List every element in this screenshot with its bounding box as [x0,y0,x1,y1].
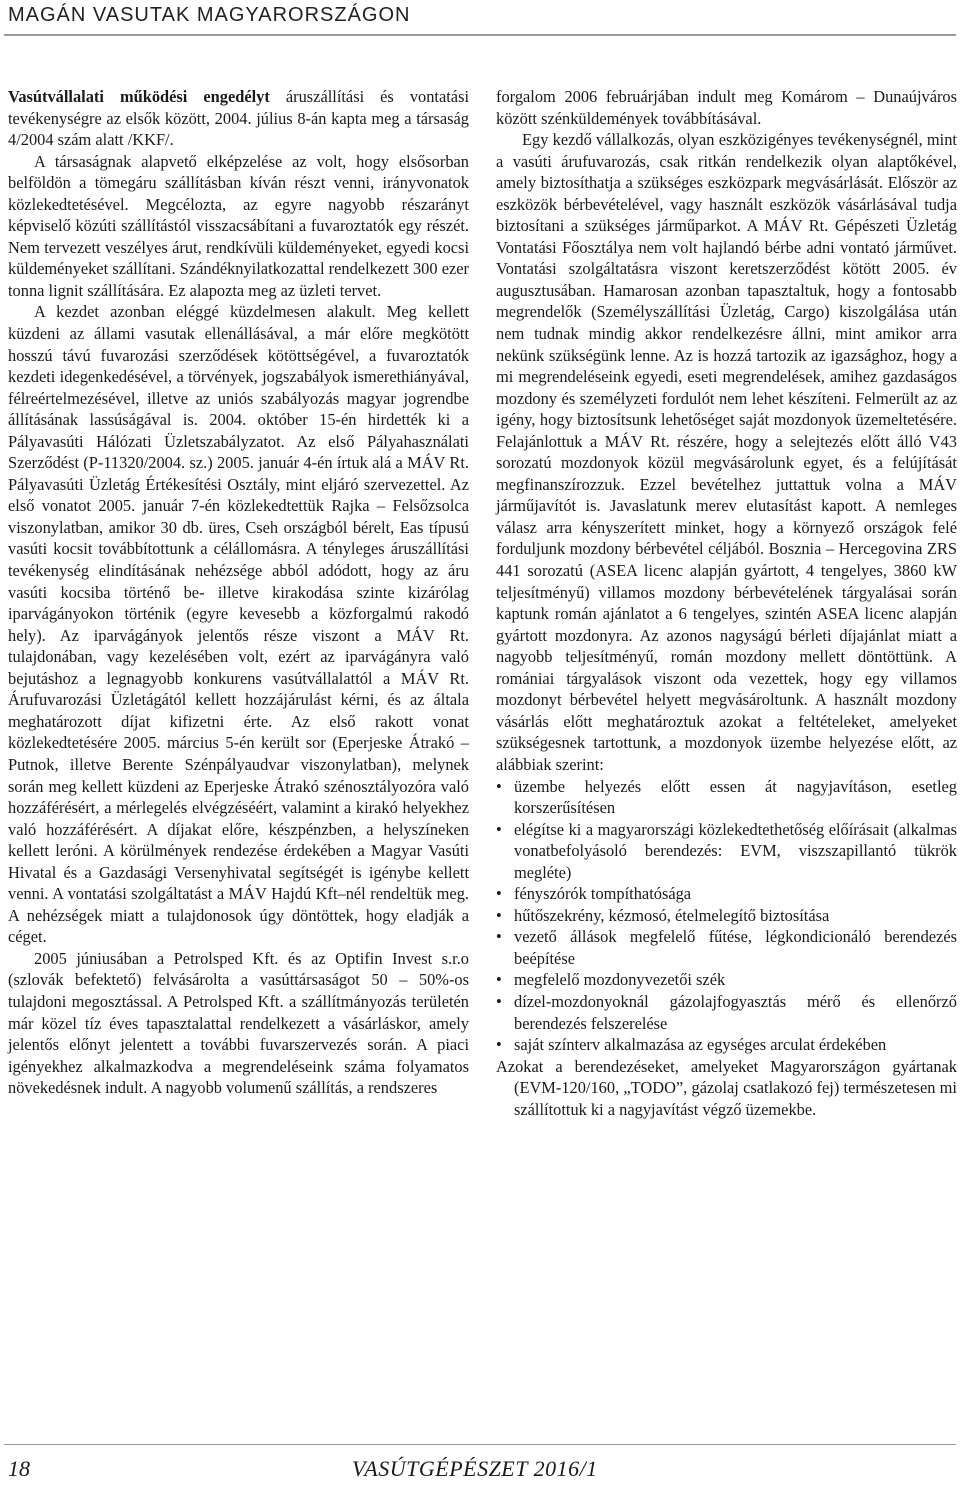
list-item [496,991,957,1034]
paragraph-text: áruszállítási és vontatási tevékenységre az elsők között, 2004. július 8-án kapta meg a társaság 4/2004 szám alatt /KKF/. [8,87,470,150]
list-item [496,883,957,905]
bullet-icon: • [496,991,502,1011]
requirements-list [496,776,957,1056]
left-column [8,86,469,1099]
list-item [496,819,957,884]
paragraph: A kezdet azonban eléggé küzdelmesen alakult. Meg kellett küzdeni az állami vasutak ellenállásával, a már előre megkötött hosszú távú fuvarozási szerződések kötöttségével, a fuvaroztatók kezdeti idegenkedésével, a törvények, jogszabályok ismerethiányával, félreértelmezésével, illetve az uniós szabályozás magyar jogrendbe állításának lassúságával is. 2004. október 15-én hirdették ki a Pályavasúti Hálózati Üzletszabályzatot. Az első Pályahasználati Szerződést (P-11320/2004. sz.) 2005. január 4-én írtuk alá a MÁV Rt. Pályavasúti Üzletág Értékesítési Osztály, mint eljáró szervezettel. Az első vonatot 2005. január 7-én közlekedtettük Rajka – Felsőzsolca viszonylatban, amikor 30 db. üres, Cseh országból bérelt, Eas típusú vasúti kocsit továbbítottunk a célállomásra. A tényleges áruszállítási tevékenység elindításának nehézsége abból adódott, hogy az áru vasúti kocsiba történő be- illetve kirakodása szinte kizárólag iparvágányokon történik (egyre kevesebb a közforgalmú rakodó hely). Az iparvágányok jelentős része viszont a MÁV Rt. tulajdonában, vagy kezelésében volt, ezért az iparvágányra való bejutáshoz a legnagyobb konkurens vasútvállalattól a MÁV Rt. Árufuvarozási Üzletágától kellett hozzájárulást kérni, és az általa meghatározott díjat kifizetni érte. Az első rakott vonat közlekedtetésére 2005. március 5-én került sor (Eperjeske Átrakó – Putnok, illetve Berente Szénpályaudvar viszonylatban), melynek során meg kellett küzdeni az Eperjeske Átrakó szénosztályozóra való hozzáférésért, a mérlegelés elvégzéséért, valamint a kirakó helyekhez való hozzáférésért. A díjakat előre, készpénzben, a helyszíneken kellett leróni. A körülmények rendezése érdekében a Magyar Vasúti Hivatal és a Gazdasági Versenyhivatal segítségét is igénybe kellett venni. A vontatási szolgáltatást a MÁV Hajdú Kft–nél rendeltük meg. A nehézségek miatt a tulajdonosok úgy döntöttek, hogy eladják a céget. [8,302,469,947]
list-item-text: megfelelő mozdonyvezetői szék [514,970,726,990]
bullet-icon: • [496,819,502,839]
list-item [496,1034,957,1056]
list-item-text: elégítse ki a magyarországi közlekedtethetőség előírásait (alkalmas vonatbefolyásoló berendezés: EVM, viszszapillantó tükrök megléte) [514,819,957,882]
list-item-text: dízel-mozdonyoknál gázolajfogyasztás mérő és ellenőrző berendezés felszerelése [514,991,957,1033]
right-column [496,86,957,1120]
paragraph: Egy kezdő vállalkozás, olyan eszközigényes tevékenységnél, mint a vasúti árufuvarozás, csak ritkán rendelkezik olyan alaptőkével, amely biztosíthatja a szükséges eszközpark megvásárlását. Először az eszközök bérbevételével, vagy használt eszközök vásárlásával tudja biztosítani a szükséges járműparkot. A MÁV Rt. Gépészeti Üzletág Vontatási Főosztálya nem volt hajlandó bérbe adni vontató járművet. Vontatási szolgáltatásra viszont keretszerződést kötött 2005. év augusztusában. Hamarosan azonban tapasztaltuk, hogy a fontosabb megrendelők (Személyszállítási Üzletág, Cargo) kiszolgálása után nem tudnak mindig akkor rendelkezésre állni, mint amikor arra nekünk szükségünk lenne. Az is hozzá tartozik az igazsághoz, hogy a mi megrendeléseink egyedi, eseti megrendelések, amihez gazdaságos mozdony és személyzeti fordulót nem lehet készíteni. Felmerült az az igény, hogy biztosítsunk lehetőséget saját mozdonyok üzemeltetésére. Felajánlottuk a MÁV Rt. részére, hogy a selejtezés előtt álló V43 sorozatú mozdonyok közül megvásárolunk egyet, és a felújítását megfinanszírozzuk. Ezzel bevételhez juttattuk volna a MÁV járműjavítót is. Javaslatunk merev elutasítást kapott. A nemleges válasz arra kényszerített minket, hogy a környező országok felé forduljunk mozdony bérbevétel céljából. Bosznia – Hercegovina ZRS 441 sorozatú (ASEA licenc alapján gyártott, 4 tengelyes, 3860 kW teljesítményű) villamos mozdony bérbevételének tárgyalásai során kaptunk román ajánlatot a 6 tengelyes, szintén ASEA licenc alapján gyártott mozdonyra. Az azonos nagyságú bérleti díjajánlat miatt a nagyobb teljesítményű, román mozdony mellett döntöttünk. A romániai tárgyalások viszont oda vezettek, hogy egy villamos mozdonyt bérbevétel helyett megvásároltunk. A használt mozdony vásárlás előtt meghatároztuk azokat a feltételeket, amelyeket szükségesnek tartottunk, a mozdonyok üzembe helyezése előtt, az alábbiak szerint: [496,130,957,774]
journal-title: VASÚTGÉPÉSZET 2016/1 [352,1456,598,1481]
list-item [496,905,957,927]
list-item-text: hűtőszekrény, kézmosó, ételmelegítő biztosítása [514,905,830,925]
list-item [496,776,957,819]
bullet-icon: • [496,776,502,796]
list-item-text: üzembe helyezés előtt essen át nagyjavításon, esetleg korszerűsítésen [514,776,957,818]
bullet-icon: • [496,927,502,947]
running-title: MAGÁN VASUTAK MAGYARORSZÁGON [8,4,411,26]
bullet-icon: • [496,970,502,990]
list-item [496,926,957,969]
paragraph: forgalom 2006 februárjában indult meg Komárom – Dunaújváros között szénküldemények továbbításával. [496,87,957,128]
list-item [496,969,957,991]
bullet-icon: • [496,1035,502,1055]
paragraph: 2005 júniusában a Petrolsped Kft. és az Optifin Invest s.r.o (szlovák befektető) felvásárolta a vasúttársaságot 50 – 50%-os tulajdoni megosztással. A Petrolsped Kft. a szállítmányozás területén már közel tíz éves tapasztalattal rendelkezett a vásárláskor, amely jelentős előnyt jelentett a további fuvarszervezés során. A piaci igényekhez alkalmazkodva a megrendeléseink száma folyamatos növekedésnek indult. A nagyobb volumenű szállítás, a rendszeres [8,948,469,1098]
list-item-text: vezető állások megfelelő fűtése, légkondicionáló berendezés beépítése [514,927,957,968]
footer-rule [4,1444,956,1445]
list-item-text: saját színterv alkalmazása az egységes arculat érdekében [514,1035,887,1055]
lead-phrase: Vasútvállalati működési engedélyt [8,87,270,106]
list-item-text: fényszórók tompíthatósága [514,884,692,904]
header-rule [4,34,956,36]
bullet-icon: • [496,884,502,904]
page-number: 18 [8,1456,30,1481]
paragraph: A társaságnak alapvető elképzelése az volt, hogy elsősorban belföldön a tömegáru szállításban kíván részt venni, irányvonatok közlekedtetésével. Megcélozta, az egyre nagyobb részarányt képviselő közúti szállítástól visszacsábítani a fuvaroztatók egy részét. Nem tervezett veszélyes árut, rendkívüli küldeményeket, egyedi kocsi küldeményeket szállítani. Szándéknyilatkozattal rendelkezett 300 ezer tonna lignit szállítására. Ez alapozta meg az üzleti tervet. [8,151,469,300]
paragraph: Azokat a berendezéseket, amelyeket Magyarországon gyártanak (EVM-120/160, „TODO”, gázolaj csatlakozó fej) természetesen mi szállítottuk ki a nagyjavítást végző üzemekbe. [496,1056,957,1119]
paragraph [8,86,469,151]
bullet-icon: • [496,905,502,925]
